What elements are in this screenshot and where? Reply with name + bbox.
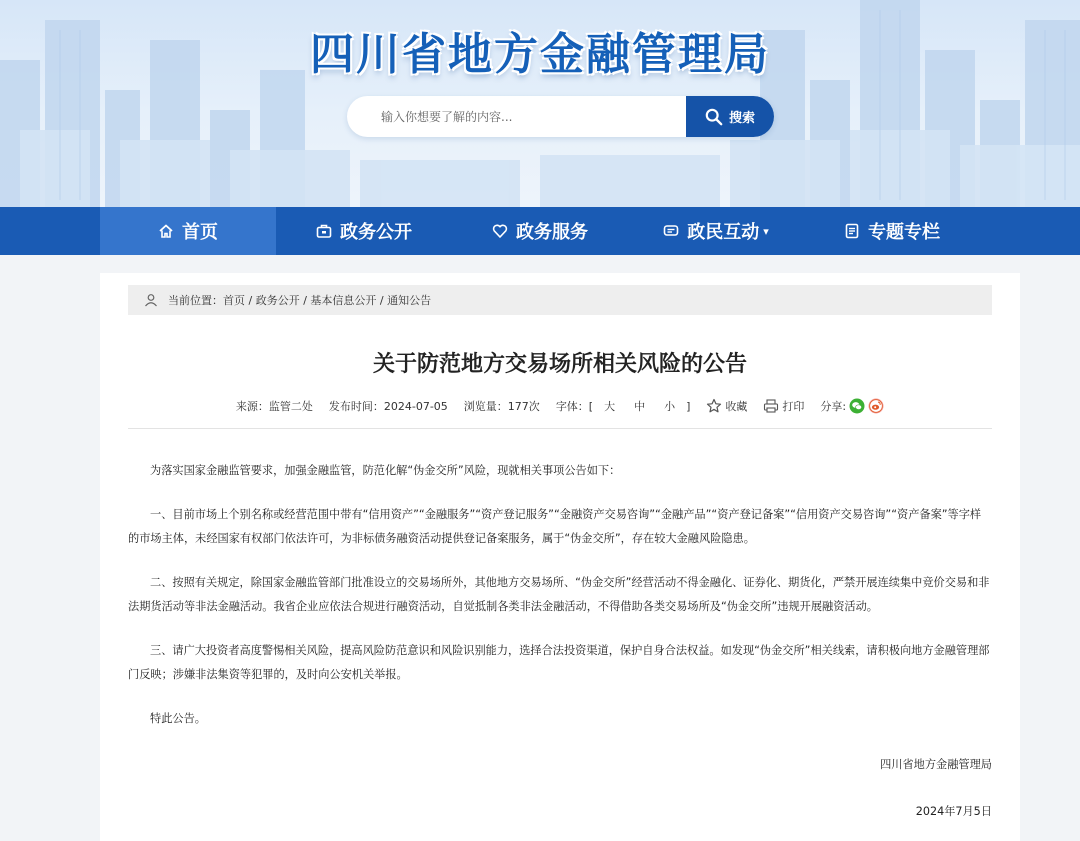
home-icon [158, 223, 174, 239]
article-paragraph: 一、目前市场上个别名称或经营范围中带有“信用资产”“金融服务”“资产登记服务”“金融资产交易咨询”“金融产品”“资产登记备案”“信用资产交易咨询”“资产备案”等字样的市场主体，未经国家有权部门依法许可，为非标债务融资活动提供登记备案服务，属于“伪金交所”，存在较大金融风险隐患。 [128, 508, 982, 545]
breadcrumb-home[interactable]: 首页 [223, 294, 245, 307]
breadcrumb-separator: / [376, 293, 388, 307]
print-label: 打印 [782, 400, 805, 413]
search-input[interactable] [347, 96, 686, 137]
nav-item-public-interaction[interactable] [628, 207, 804, 255]
article-signature: 四川省地方金融管理局 [880, 758, 992, 771]
nav-item-special-topics[interactable] [804, 207, 980, 255]
font-size-large[interactable]: 大 [604, 400, 616, 413]
search-button-label: 搜索 [728, 111, 755, 126]
weibo-icon[interactable] [868, 398, 884, 414]
star-icon [706, 398, 722, 414]
article-source: 来源：监管二处 [235, 400, 313, 413]
article-views: 浏览量：177次 [463, 400, 540, 413]
breadcrumb-separator: / [299, 293, 311, 307]
heart-icon [492, 223, 508, 239]
share-label: 分享: [820, 400, 847, 413]
article-publish-date: 发布时间：2024-07-05 [328, 400, 448, 413]
print-button[interactable] [763, 398, 804, 414]
site-title: 四川省地方金融管理局 [310, 29, 770, 80]
article-date: 2024年7月5日 [915, 805, 992, 818]
favorite-button[interactable] [706, 398, 747, 414]
chat-icon [663, 223, 679, 239]
user-icon [144, 293, 158, 307]
chevron-down-icon: ▾ [763, 224, 769, 238]
article-paragraph: 为落实国家金融监管要求，加强金融监管，防范化解“伪金交所”风险，现就相关事项公告如下： [150, 464, 621, 477]
nav-item-label: 政务服务 [516, 222, 588, 243]
nav-item-home[interactable] [100, 207, 276, 255]
font-size-close: ] [686, 399, 691, 413]
nav-item-label: 政民互动 [687, 222, 760, 243]
article-meta [100, 395, 1020, 417]
header-banner [0, 0, 1080, 207]
font-size-label: 字体：[ [555, 400, 594, 413]
breadcrumb-separator: / [245, 293, 256, 307]
nav-item-government-services[interactable] [452, 207, 628, 255]
breadcrumb-prefix: 当前位置： [168, 294, 223, 307]
main-nav [0, 207, 1080, 255]
share-group [820, 398, 884, 414]
nav-item-government-affairs[interactable] [276, 207, 452, 255]
article-card [100, 273, 1020, 841]
nav-item-label: 政务公开 [340, 222, 412, 243]
breadcrumb [128, 285, 992, 315]
search-icon [705, 108, 723, 126]
font-size-small[interactable]: 小 [664, 400, 676, 413]
article-body [128, 459, 992, 751]
breadcrumb-notices[interactable]: 通知公告 [387, 294, 432, 307]
search-button[interactable] [686, 96, 774, 137]
divider [128, 428, 992, 429]
font-size-selector [556, 398, 691, 414]
font-size-medium[interactable]: 中 [634, 400, 646, 413]
search-bar [347, 96, 774, 137]
briefcase-icon [316, 223, 332, 239]
nav-item-label: 首页 [182, 222, 218, 243]
document-icon [844, 223, 860, 239]
article-paragraph: 三、请广大投资者高度警惕相关风险，提高风险防范意识和风险识别能力，选择合法投资渠道，保护自身合法权益。如发现“伪金交所”相关线索，请积极向地方金融管理部门反映；涉嫌非法集资等犯罪的，及时向公安机关举报。 [128, 644, 990, 681]
breadcrumb-government-affairs[interactable]: 政务公开 [255, 294, 300, 307]
favorite-label: 收藏 [725, 400, 748, 413]
breadcrumb-basic-info[interactable]: 基本信息公开 [310, 294, 377, 307]
article-paragraph: 二、按照有关规定，除国家金融监管部门批准设立的交易场所外，其他地方交易场所、“伪金交所”经营活动不得金融化、证券化、期货化，严禁开展连续集中竞价交易和非法期货活动等非法金融活动。我省企业应依法合规进行融资活动，自觉抵制各类非法金融活动，不得借助各类交易场所及“伪金交所”违规开展融资活动。 [128, 576, 990, 613]
printer-icon [763, 398, 779, 414]
article-paragraph: 特此公告。 [150, 712, 206, 725]
nav-item-label: 专题专栏 [868, 222, 940, 243]
wechat-icon[interactable] [849, 398, 865, 414]
article-title: 关于防范地方交易场所相关风险的公告 [372, 352, 747, 377]
